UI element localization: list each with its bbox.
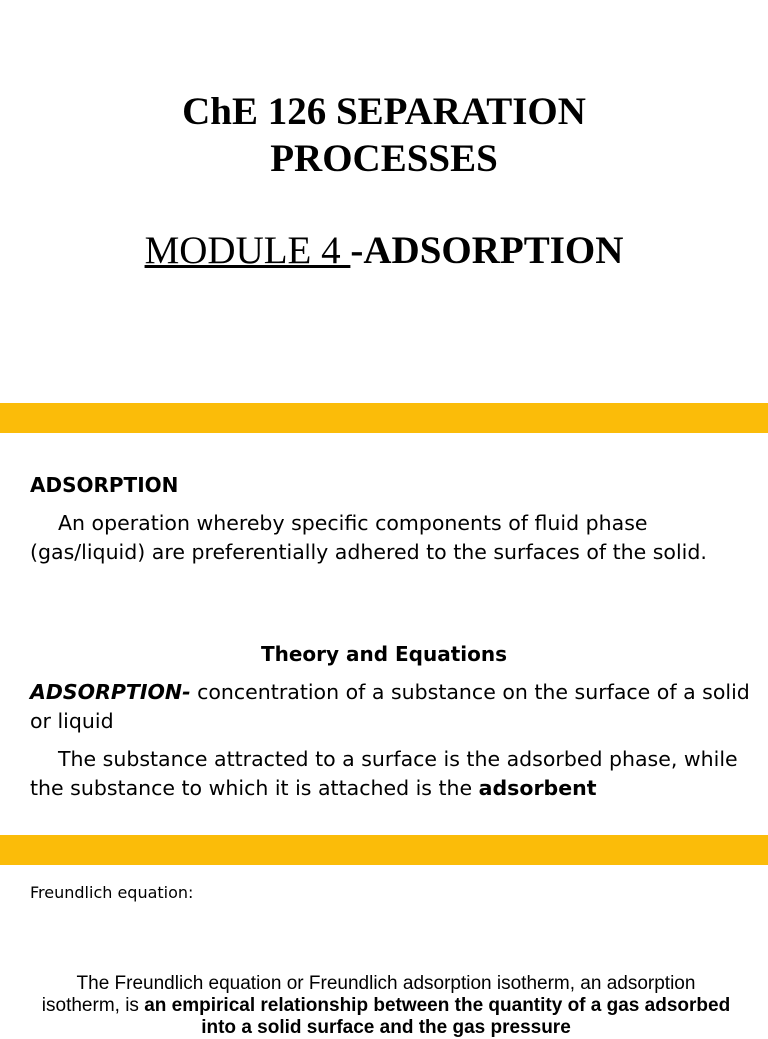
freundlich-bold-text: an empirical relationship between the quantity of a gas adsorbed into a solid surface and the gas pressure xyxy=(144,995,731,1038)
freundlich-paragraph xyxy=(36,973,736,1039)
module-heading xyxy=(0,226,768,276)
slide-divider xyxy=(0,835,768,865)
term-label: ADSORPTION- xyxy=(30,680,191,704)
freundlich-text: The Freundlich equation or Freundlich adsorption isotherm, an adsorption isotherm, is xyxy=(41,973,696,1016)
phase-paragraph xyxy=(30,745,750,803)
module-number: MODULE 4 xyxy=(144,229,351,272)
freundlich-label: Freundlich equation: xyxy=(30,883,194,902)
slide-adsorption-theory xyxy=(0,433,768,835)
course-title-line-2: PROCESSES xyxy=(270,137,498,180)
course-title xyxy=(0,88,768,182)
module-topic: -ADSORPTION xyxy=(350,229,624,272)
slide-freundlich xyxy=(0,865,768,1038)
definition-text: An operation whereby specific components of fluid phase (gas/liquid) are preferentially adhered to the surfaces of the solid. xyxy=(30,511,707,564)
definition-paragraph xyxy=(30,509,750,567)
term-paragraph xyxy=(30,678,750,736)
phase-bold-term: adsorbent xyxy=(478,776,597,800)
term-definition: concentration of a substance on the surface of a solid or liquid xyxy=(30,680,750,733)
slide-title xyxy=(0,0,768,403)
section-heading: ADSORPTION xyxy=(30,473,179,497)
slide-divider xyxy=(0,403,768,433)
subheading: Theory and Equations xyxy=(260,642,508,666)
course-title-line-1: ChE 126 SEPARATION xyxy=(182,90,586,133)
phase-text: The substance attracted to a surface is the adsorbed phase, while the substance to which it is attached is the xyxy=(30,747,738,800)
